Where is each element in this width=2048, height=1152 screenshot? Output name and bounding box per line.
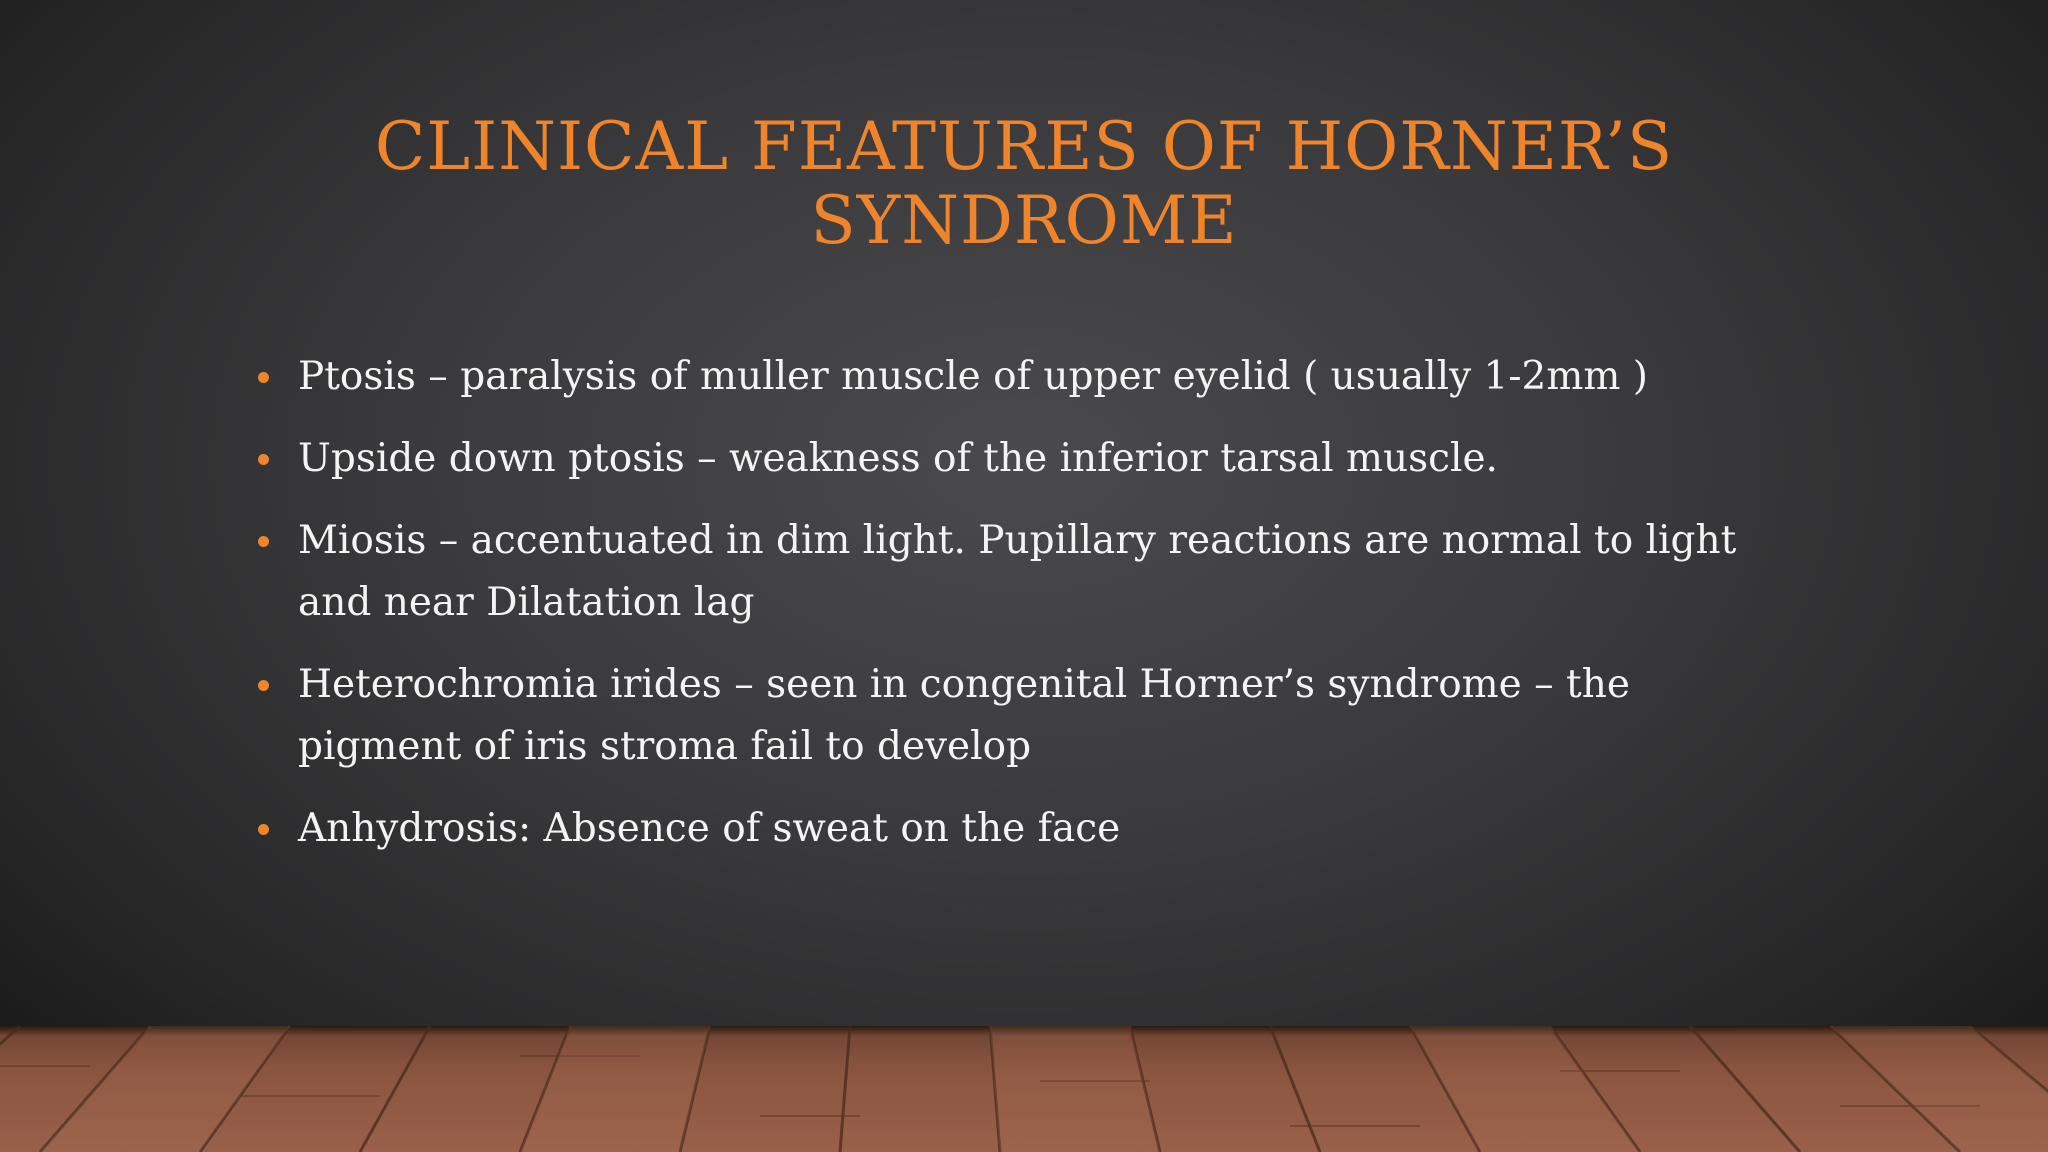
bullet-item (252, 346, 1772, 408)
bullet-text: Miosis – accentuated in dim light. Pupillary reactions are normal to light and near Dilatation lag (298, 518, 1737, 625)
bullet-item (252, 798, 1772, 860)
bullet-text: Heterochromia irides – seen in congenital Horner’s syndrome – the pigment of iris stroma fail to develop (298, 662, 1630, 769)
bullet-item (252, 654, 1772, 778)
bullet-text: Ptosis – paralysis of muller muscle of upper eyelid ( usually 1-2mm ) (298, 354, 1648, 399)
bullet-dot-icon (258, 824, 269, 835)
bullet-dot-icon (258, 536, 269, 547)
bullet-item (252, 510, 1772, 634)
bullet-dot-icon (258, 372, 269, 383)
slide-title: CLINICAL FEATURES OF HORNER’S SYNDROME (374, 108, 1674, 259)
bullet-text: Upside down ptosis – weakness of the inferior tarsal muscle. (298, 436, 1498, 481)
bullet-text: Anhydrosis: Absence of sweat on the face (298, 806, 1121, 851)
bullet-dot-icon (258, 454, 269, 465)
wood-floor (0, 1026, 2048, 1152)
bullet-list (252, 346, 1772, 880)
floor-planks (0, 1026, 2048, 1152)
bullet-dot-icon (258, 680, 269, 691)
bullet-item (252, 428, 1772, 490)
